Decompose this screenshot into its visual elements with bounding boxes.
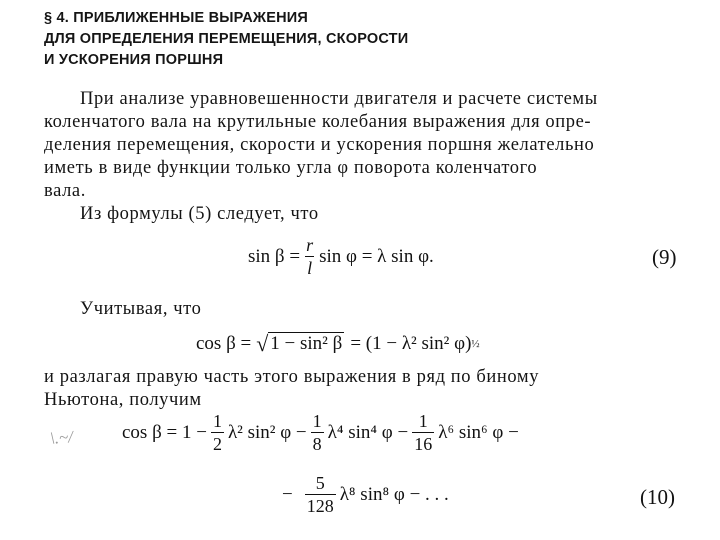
fraction-numerator: 1 [312, 411, 322, 431]
paragraph-1-line-3: деления перемещения, скорости и ускорения поршня желательно [44, 135, 595, 155]
radicand: 1 − sin² β [270, 333, 343, 354]
heading-line-2: ДЛЯ ОПРЕДЕЛЕНИЯ ПЕРЕМЕЩЕНИЯ, СКОРОСТИ [44, 31, 409, 47]
fraction-r-over-l [304, 236, 315, 277]
heading-line-3: И УСКОРЕНИЯ ПОРШНЯ [44, 52, 224, 68]
paragraph-4-line-2: Ньютона, получим [44, 390, 202, 410]
fraction-1-2 [211, 412, 224, 453]
fraction-denominator: 16 [414, 434, 433, 454]
equation-number-10: (10) [640, 485, 675, 509]
paragraph-1-line-5: вала. [44, 181, 86, 201]
heading-line-1: § 4. ПРИБЛИЖЕННЫЕ ВЫРАЖЕНИЯ [44, 10, 309, 26]
fraction-denominator: 128 [306, 496, 334, 516]
formula-10-line-2 [282, 474, 449, 515]
formula-9 [248, 236, 434, 277]
fraction-denominator: l [307, 258, 313, 278]
paragraph-4-line-1: и разлагая правую часть этого выражения в ряд по биному [44, 367, 540, 387]
radical-sign-icon: √ [256, 331, 269, 356]
paragraph-1-line-2: коленчатого вала на крутильные колебания выражения для опре- [44, 112, 592, 132]
formula-cos-lhs: cos β = [196, 332, 252, 354]
paragraph-1-line-1: При анализе уравновешенности двигателя и расчете системы [80, 89, 598, 109]
paragraph-1-line-4: иметь в виде функции только угла φ поворота коленчатого [44, 158, 538, 178]
equation-number-9: (9) [652, 245, 677, 269]
formula-cos-rhs: = (1 − λ² sin² φ) [350, 332, 472, 354]
formula-10-continuation: − [282, 483, 293, 505]
square-root [256, 332, 344, 355]
section-heading [44, 8, 408, 71]
fraction-numerator: 1 [418, 411, 428, 431]
formula-10-term-4: λ⁸ sin⁸ φ − . . . [339, 483, 449, 505]
fraction-1-16 [412, 412, 434, 453]
formula-10-lhs: cos β = 1 − [122, 421, 207, 443]
fraction-numerator: 1 [212, 411, 222, 431]
paragraph-3: Учитывая, что [80, 299, 202, 319]
margin-handwritten-mark: \.~/ [49, 427, 74, 448]
fraction-numerator: r [306, 235, 314, 255]
formula-cos: cos β = √ 1 − sin² β = (1 − λ² sin² φ) ½ [196, 331, 480, 356]
formula-10-term-3: λ⁶ sin⁶ φ − [438, 421, 519, 443]
formula-9-rhs: sin φ = λ sin φ. [319, 245, 434, 267]
fraction-5-128 [305, 474, 336, 515]
fraction-numerator: 5 [315, 473, 325, 493]
fraction-denominator: 2 [212, 434, 222, 454]
formula-10-term-2: λ⁴ sin⁴ φ − [327, 421, 409, 443]
fraction-1-8 [311, 412, 324, 453]
paragraph-2: Из формулы (5) следует, что [80, 204, 319, 224]
formula-9-lhs: sin β = [248, 245, 301, 267]
formula-10-line-1 [122, 412, 519, 453]
fraction-denominator: 8 [312, 434, 322, 454]
formula-10-term-1: λ² sin² φ − [227, 421, 307, 443]
